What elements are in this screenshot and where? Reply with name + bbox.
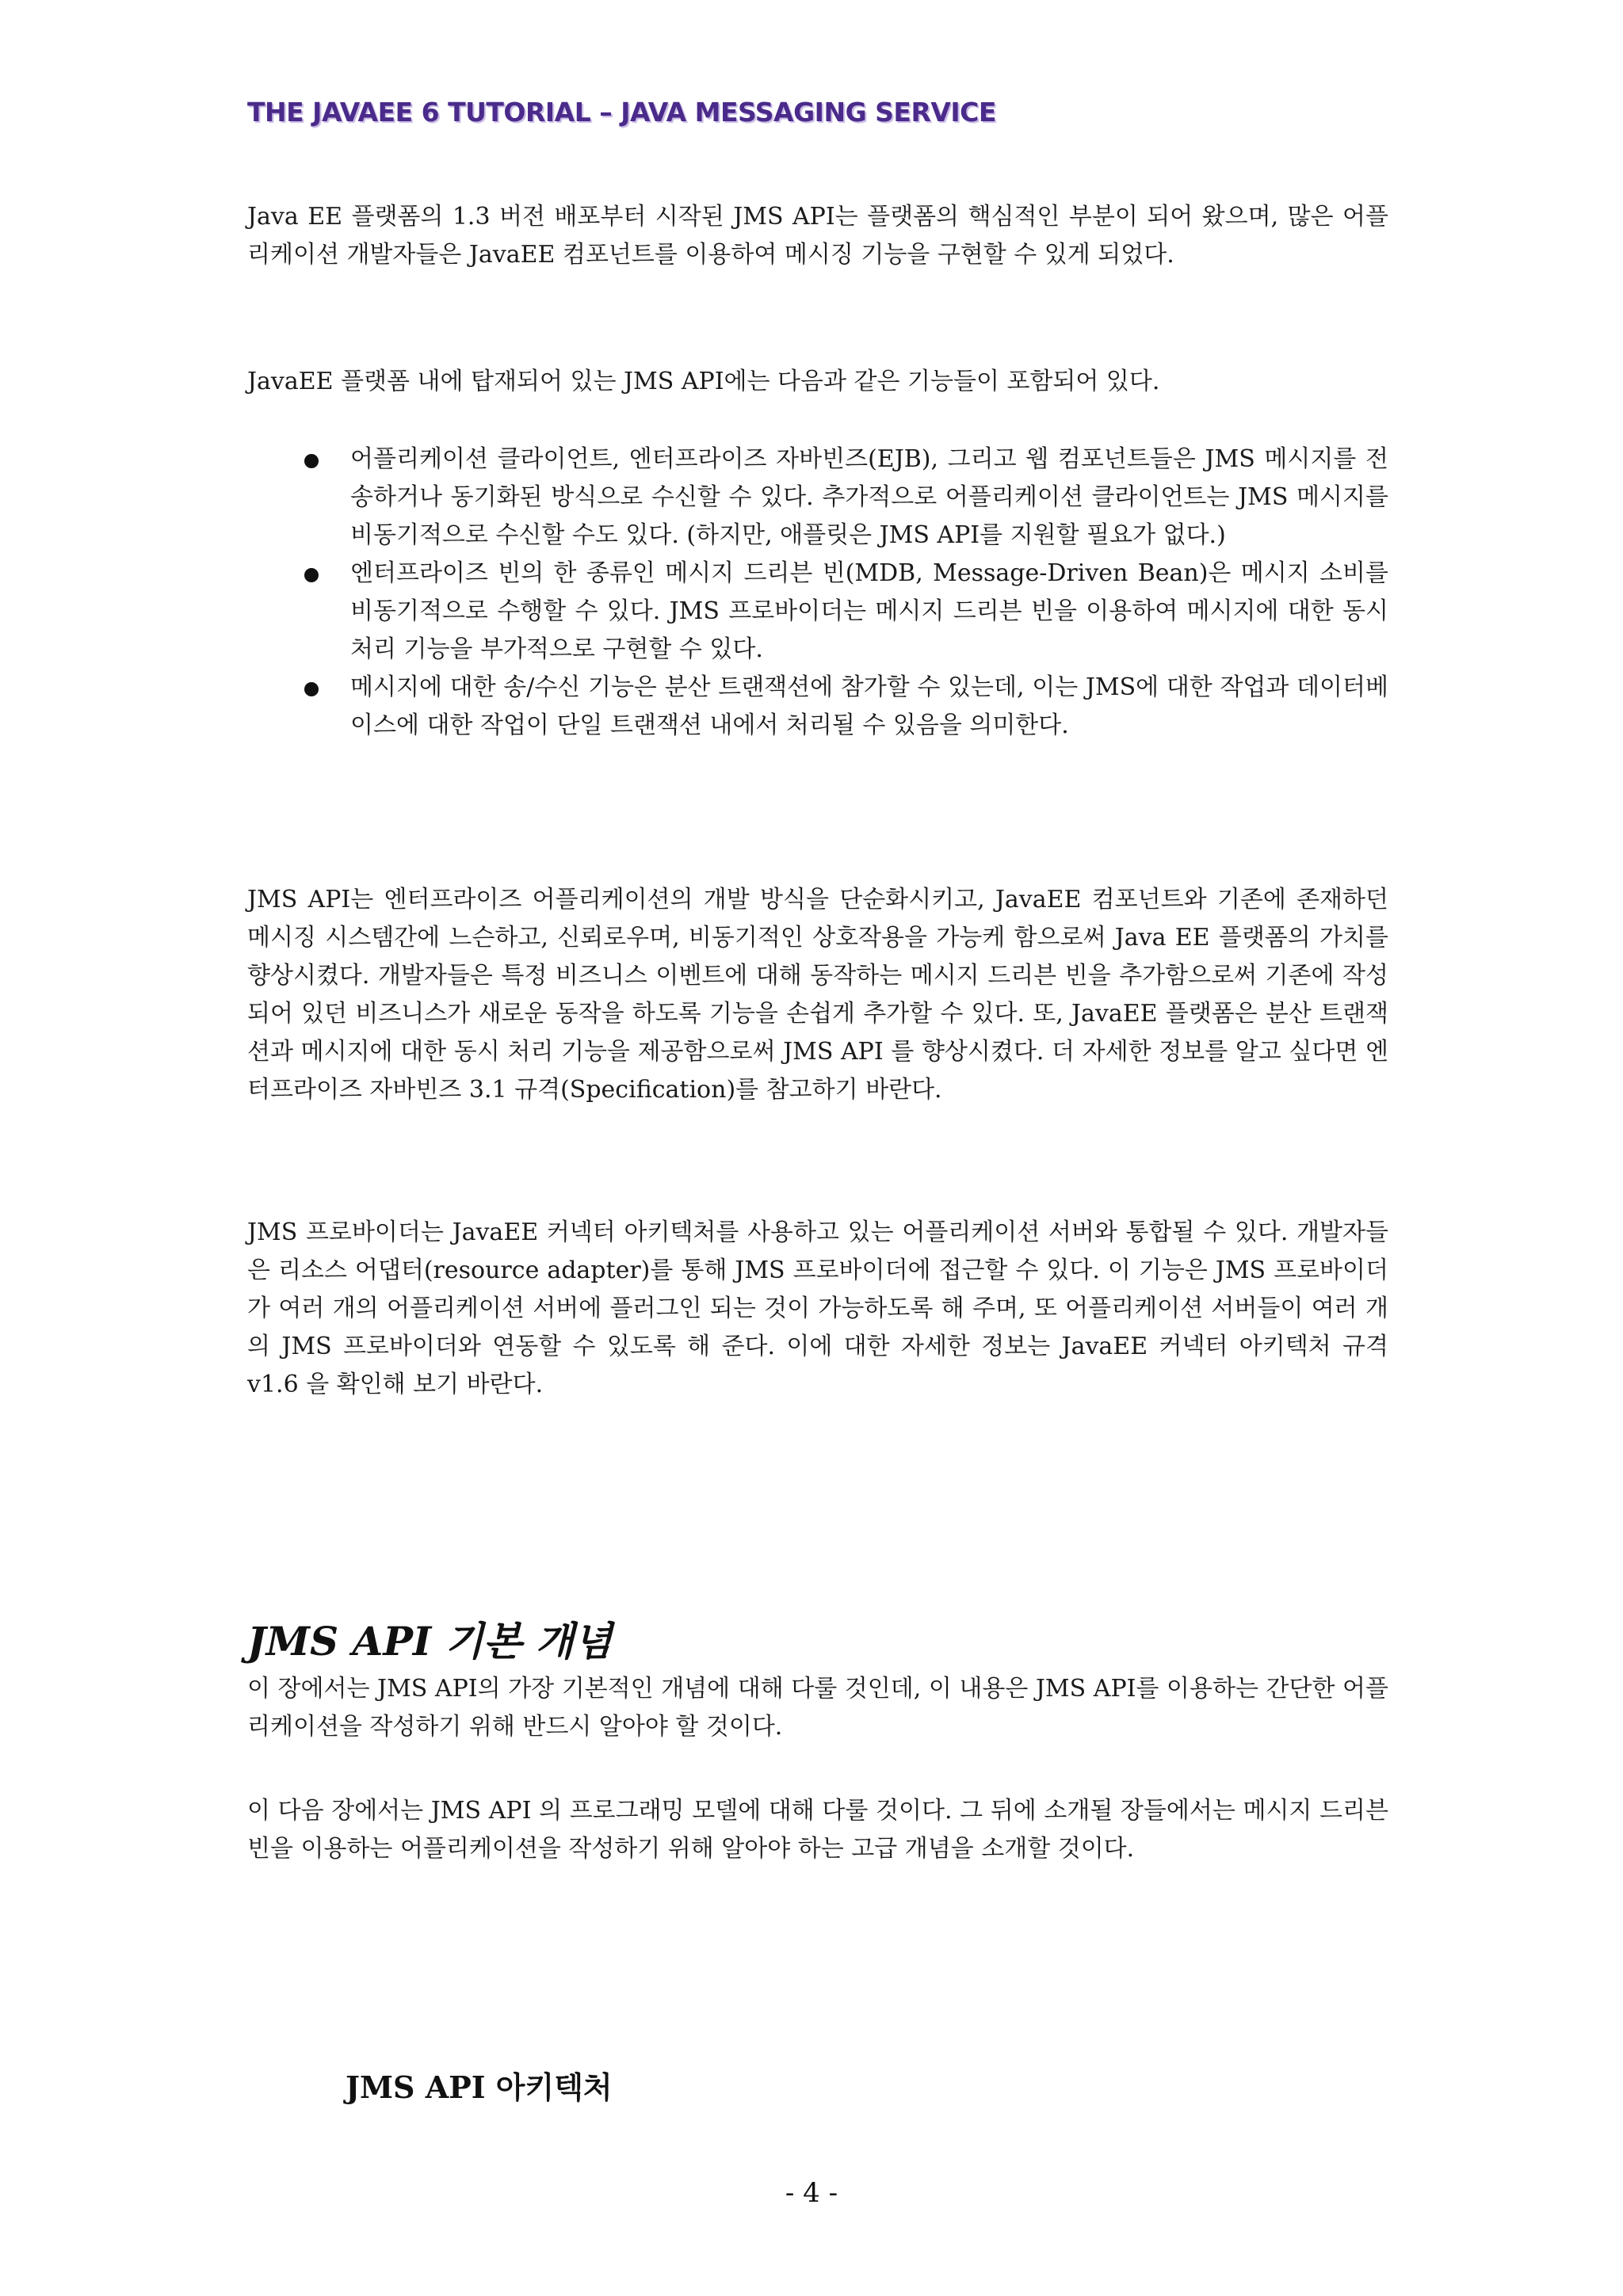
- bullet-text: 어플리케이션 클라이언트, 엔터프라이즈 자바빈즈(EJB), 그리고 웹 컴포넌트들은 JMS 메시지를 전송하거나 동기화된 방식으로 수신할 수 있다. 추가적으로 어플리케이션 클라이언트는 JMS 메시지를 비동기적으로 수신할 수도 있다. (하지만, 애플릿은 JMS API를 지원할 필요가 없다.): [350, 445, 1388, 549]
- bullet-dot-icon: [304, 682, 319, 696]
- bullet-text: 메시지에 대한 송/수신 기능은 분산 트랜잭션에 참가할 수 있는데, 이는 JMS에 대한 작업과 데이터베이스에 대한 작업이 단일 트랜잭션 내에서 처리될 수 있음을 의미한다.: [350, 673, 1388, 739]
- concepts-intro-paragraph: 이 장에서는 JMS API의 가장 기본적인 개념에 대해 다룰 것인데, 이 내용은 JMS API를 이용하는 간단한 어플리케이션을 작성하기 위해 반드시 알아야 할 것이다.: [247, 1675, 1388, 1741]
- running-header: THE JAVAEE 6 TUTORIAL – JAVA MESSAGING SERVICE: [247, 97, 996, 128]
- bullet-dot-icon: [304, 568, 319, 582]
- connector-paragraph: JMS 프로바이더는 JavaEE 커넥터 아키텍처를 사용하고 있는 어플리케이션 서버와 통합될 수 있다. 개발자들은 리소스 어댑터(resource adapter)를 통해 JMS 프로바이더에 접근할 수 있다. 이 기능은 JMS 프로바이더가 여러 개의 어플리케이션 서버에 플러그인 되는 것이 가능하도록 해 주며, 또 어플리케이션 서버들이 여러 개의 JMS 프로바이더와 연동할 수 있도록 해 준다. 이에 대한 자세한 정보는 JavaEE 커넥터 아키텍처 규격 v1.6 을 확인해 보기 바란다.: [247, 1219, 1389, 1398]
- bullet-item: [247, 669, 1388, 745]
- section-title-basic-concepts: JMS API 기본 개념: [247, 1617, 613, 1665]
- intro-paragraph: Java EE 플랫폼의 1.3 버전 배포부터 시작된 JMS API는 플랫폼의 핵심적인 부분이 되어 왔으며, 많은 어플리케이션 개발자들은 JavaEE 컴포넌트를 이용하여 메시징 기능을 구현할 수 있게 되었다.: [247, 203, 1388, 269]
- bullet-dot-icon: [304, 454, 319, 468]
- feature-bullet-list: [247, 441, 1388, 745]
- page-number: - 4 -: [785, 2177, 838, 2209]
- features-lead-paragraph: JavaEE 플랫폼 내에 탑재되어 있는 JMS API에는 다음과 같은 기능들이 포함되어 있다.: [247, 368, 1160, 395]
- loose-coupling-paragraph: JMS API는 엔터프라이즈 어플리케이션의 개발 방식을 단순화시키고, JavaEE 컴포넌트와 기존에 존재하던 메시징 시스템간에 느슨하고, 신뢰로우며, 비동기적인 상호작용을 가능케 함으로써 Java EE 플랫폼의 가치를 향상시켰다. 개발자들은 특정 비즈니스 이벤트에 대해 동작하는 메시지 드리븐 빈을 추가함으로써 기존에 작성되어 있던 비즈니스가 새로운 동작을 하도록 기능을 손쉽게 추가할 수 있다. 또, JavaEE 플랫폼은 분산 트랜잭션과 메시지에 대한 동시 처리 기능을 제공함으로써 JMS API 를 향상시켰다. 더 자세한 정보를 알고 싶다면 엔터프라이즈 자바빈즈 3.1 규격(Specification)를 참고하기 바란다.: [247, 886, 1388, 1104]
- next-chapters-paragraph: 이 다음 장에서는 JMS API 의 프로그래밍 모델에 대해 다룰 것이다. 그 뒤에 소개될 장들에서는 메시지 드리븐 빈을 이용하는 어플리케이션을 작성하기 위해 알아야 하는 고급 개념을 소개할 것이다.: [247, 1797, 1388, 1863]
- bullet-item: [247, 441, 1388, 555]
- bullet-item: [247, 555, 1388, 669]
- bullet-text: 엔터프라이즈 빈의 한 종류인 메시지 드리븐 빈(MDB, Message-Driven Bean)은 메시지 소비를 비동기적으로 수행할 수 있다. JMS 프로바이더는 메시지 드리븐 빈을 이용하여 메시지에 대한 동시 처리 기능을 부가적으로 구현할 수 있다.: [350, 559, 1388, 663]
- subsection-title-architecture: JMS API 아키텍처: [346, 2069, 613, 2105]
